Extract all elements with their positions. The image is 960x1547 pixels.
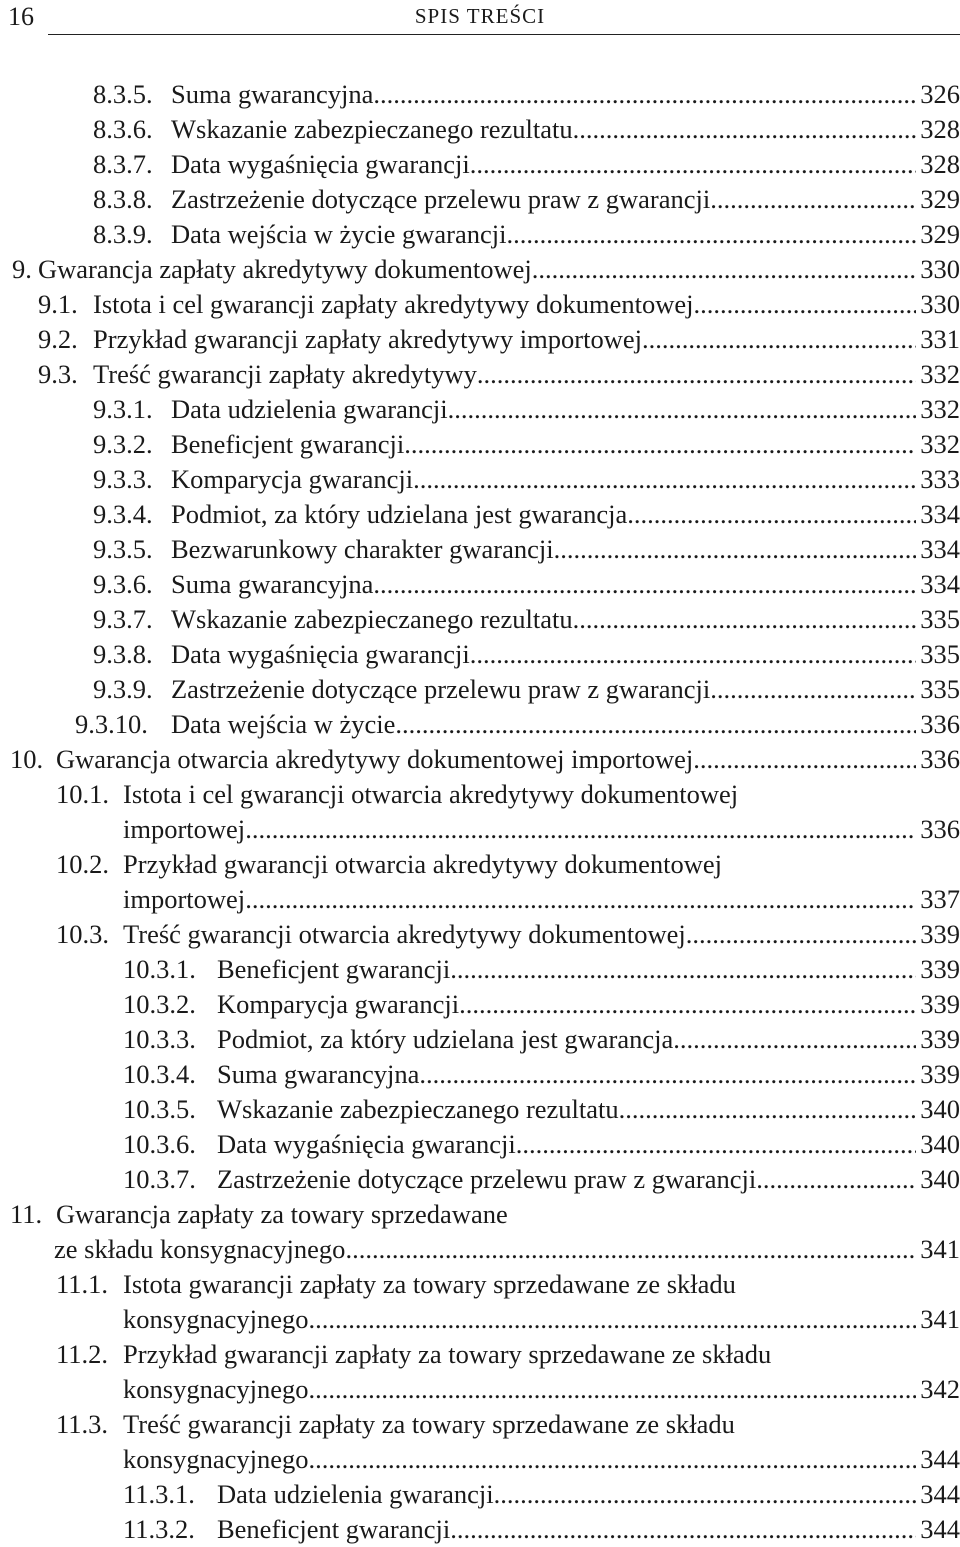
toc-entry-title: Komparycja gwarancji	[171, 464, 414, 494]
dot-leader	[395, 707, 916, 742]
toc-entry-title: Wskazanie zabezpieczanego rezultatu	[217, 1094, 619, 1124]
toc-entry	[0, 1162, 960, 1197]
toc-entry	[0, 392, 960, 427]
toc-entry-page: 330	[920, 254, 960, 284]
toc-entry-number: 9.3.4.	[93, 499, 153, 529]
toc-entry	[0, 182, 960, 217]
toc-entry-title: konsygnacyjnego	[123, 1374, 309, 1404]
toc-entry-page: 344	[920, 1444, 960, 1474]
toc-entry-page: 334	[920, 499, 960, 529]
dot-leader	[345, 1232, 916, 1267]
toc-entry-title: Przykład gwarancji zapłaty akredytywy importowej	[93, 324, 642, 354]
toc-entry-title: Gwarancja otwarcia akredytywy dokumentowej importowej	[56, 744, 694, 774]
dot-leader	[373, 77, 916, 112]
toc-entry-title: Suma gwarancyjna	[171, 79, 374, 109]
toc-entry-title: ze składu konsygnacyjnego	[54, 1234, 346, 1264]
toc-entry-number: 10.3.5.	[123, 1094, 196, 1124]
toc-entry	[0, 602, 960, 637]
toc-entry	[0, 1057, 960, 1092]
toc-entry-number: 11.3.2.	[123, 1514, 195, 1544]
toc-entry-number: 9.3.3.	[93, 464, 153, 494]
toc-entry-title: Istota i cel gwarancji otwarcia akredytywy dokumentowej	[123, 779, 739, 809]
dot-leader	[673, 1022, 916, 1057]
toc-entry-number: 9.3.1.	[93, 394, 153, 424]
toc-entry	[0, 1477, 960, 1512]
toc-entry-page: 339	[920, 989, 960, 1019]
toc-entry	[0, 987, 960, 1022]
toc-entry	[0, 1302, 960, 1337]
dot-leader	[573, 112, 917, 147]
toc-entry-page: 334	[920, 569, 960, 599]
toc-entry-number: 11.3.	[56, 1409, 109, 1439]
dot-leader	[404, 427, 916, 462]
toc-entry-title: Istota i cel gwarancji zapłaty akredytywy dokumentowej	[93, 289, 694, 319]
dot-leader	[516, 1127, 917, 1162]
toc-entry	[0, 1197, 960, 1232]
dot-leader	[710, 672, 916, 707]
toc-entry-number: 9.1.	[38, 289, 78, 319]
dot-leader	[308, 1372, 916, 1407]
toc-entry	[0, 847, 960, 882]
dot-leader	[756, 1162, 916, 1197]
toc-entry	[0, 777, 960, 812]
toc-entry-title: Komparycja gwarancji	[217, 989, 460, 1019]
header-rule	[48, 34, 960, 35]
dot-leader	[619, 1092, 917, 1127]
toc-entry-page: 336	[920, 814, 960, 844]
dot-leader	[573, 602, 917, 637]
toc-entry-number: 9.3.8.	[93, 639, 153, 669]
toc-entry-number: 9.3.6.	[93, 569, 153, 599]
toc-entry	[0, 1267, 960, 1302]
toc-entry-page: 332	[920, 429, 960, 459]
dot-leader	[373, 567, 916, 602]
toc-entry-title: Treść gwarancji zapłaty akredytywy	[93, 359, 477, 389]
toc-entry-page: 328	[920, 149, 960, 179]
toc-entry	[0, 1127, 960, 1162]
toc-entry-number: 9.2.	[38, 324, 78, 354]
dot-leader	[450, 952, 916, 987]
toc-entry	[0, 637, 960, 672]
toc-entry-title: Beneficjent gwarancji	[217, 954, 451, 984]
toc-entry	[0, 707, 960, 742]
toc-entry-number: 9.3.5.	[93, 534, 153, 564]
toc-entry-page: 335	[920, 604, 960, 634]
toc-entry	[0, 532, 960, 567]
toc-entry-title: Data wygaśnięcia gwarancji	[217, 1129, 516, 1159]
toc-entry	[0, 812, 960, 847]
toc-entry-title: Data udzielenia gwarancji	[171, 394, 448, 424]
toc-entry-number: 9.3.9.	[93, 674, 153, 704]
toc-entry-title: Zastrzeżenie dotyczące przelewu praw z gwarancji	[171, 184, 711, 214]
dot-leader	[470, 637, 917, 672]
toc-entry-number: 11.1.	[56, 1269, 109, 1299]
toc-entry-number: 10.3.1.	[123, 954, 196, 984]
toc-entry	[0, 917, 960, 952]
toc-entry-title: Treść gwarancji zapłaty za towary sprzedawane ze składu	[123, 1409, 735, 1439]
toc-entry-number: 9.3.	[38, 359, 78, 389]
toc-entry-number: 8.3.7.	[93, 149, 153, 179]
toc-entry-title: importowej	[123, 814, 246, 844]
toc-entry-page: 336	[920, 709, 960, 739]
toc-entry-page: 330	[920, 289, 960, 319]
toc-entry	[0, 1372, 960, 1407]
dot-leader	[245, 882, 916, 917]
toc-entry-title: Data wygaśnięcia gwarancji	[171, 639, 470, 669]
toc-entry	[0, 112, 960, 147]
toc-entry-page: 344	[920, 1479, 960, 1509]
toc-entry	[0, 952, 960, 987]
dot-leader	[693, 287, 916, 322]
toc-entry-page: 341	[920, 1234, 960, 1264]
toc-entry-page: 340	[920, 1129, 960, 1159]
dot-leader	[413, 462, 916, 497]
toc-entry-title: Gwarancja zapłaty akredytywy dokumentowej	[38, 254, 532, 284]
toc-entry-title: importowej	[123, 884, 246, 914]
toc-entry	[0, 497, 960, 532]
toc-entry	[0, 147, 960, 182]
toc-entry-title: Data wejścia w życie gwarancji	[171, 219, 507, 249]
toc-entry-number: 10.3.7.	[123, 1164, 196, 1194]
dot-leader	[554, 532, 917, 567]
toc-entry-page: 341	[920, 1304, 960, 1334]
toc-entry	[0, 1512, 960, 1547]
dot-leader	[477, 357, 916, 392]
toc-entry-number: 9.3.7.	[93, 604, 153, 634]
toc-entry-title: Zastrzeżenie dotyczące przelewu praw z gwarancji	[217, 1164, 757, 1194]
toc-entry-page: 339	[920, 1059, 960, 1089]
toc-entry-number: 11.2.	[56, 1339, 109, 1369]
toc-entry-page: 339	[920, 1024, 960, 1054]
toc-entry	[0, 1442, 960, 1477]
dot-leader	[686, 917, 917, 952]
toc-entry	[0, 1092, 960, 1127]
dot-leader	[419, 1057, 916, 1092]
toc-entry-page: 331	[920, 324, 960, 354]
toc-entry-number: 8.3.5.	[93, 79, 153, 109]
toc-entry	[0, 322, 960, 357]
toc-entry-number: 8.3.8.	[93, 184, 153, 214]
toc-entry-number: 10.1.	[56, 779, 109, 809]
dot-leader	[470, 147, 917, 182]
toc-entry-page: 329	[920, 184, 960, 214]
toc-entry-number: 9.3.2.	[93, 429, 153, 459]
toc-entry-page: 335	[920, 674, 960, 704]
toc-entry-title: Podmiot, za który udzielana jest gwarancja	[171, 499, 628, 529]
toc-entry	[0, 287, 960, 322]
page-header	[0, 0, 960, 44]
toc-entry	[0, 1407, 960, 1442]
toc-entry-number: 10.2.	[56, 849, 109, 879]
toc-entry-title: konsygnacyjnego	[123, 1444, 309, 1474]
dot-leader	[627, 497, 916, 532]
toc-entry-title: Bezwarunkowy charakter gwarancji	[171, 534, 554, 564]
toc-entry-title: konsygnacyjnego	[123, 1304, 309, 1334]
toc-entry-page: 332	[920, 359, 960, 389]
toc-entry-page: 334	[920, 534, 960, 564]
toc-entry-page: 340	[920, 1164, 960, 1194]
dot-leader	[308, 1302, 916, 1337]
dot-leader	[642, 322, 916, 357]
toc-entry-page: 329	[920, 219, 960, 249]
toc-entry-page: 342	[920, 1374, 960, 1404]
toc-entry-title: Treść gwarancji otwarcia akredytywy dokumentowej	[123, 919, 686, 949]
toc-entry-page: 340	[920, 1094, 960, 1124]
dot-leader	[532, 252, 917, 287]
dot-leader	[459, 987, 916, 1022]
toc-entry-title: Gwarancja zapłaty za towary sprzedawane	[56, 1199, 508, 1229]
dot-leader	[494, 1477, 917, 1512]
dot-leader	[450, 1512, 916, 1547]
toc-entry-page: 326	[920, 79, 960, 109]
toc-entry-page: 333	[920, 464, 960, 494]
toc-entry	[0, 1022, 960, 1057]
toc-entry-page: 335	[920, 639, 960, 669]
toc-entry-number: 11.3.1.	[123, 1479, 195, 1509]
toc-entry-number: 10.	[10, 744, 44, 774]
toc-entry-page: 336	[920, 744, 960, 774]
toc-entry-page: 328	[920, 114, 960, 144]
toc-entry	[0, 252, 960, 287]
toc-entry-page: 332	[920, 394, 960, 424]
toc-entry-title: Beneficjent gwarancji	[217, 1514, 451, 1544]
dot-leader	[308, 1442, 916, 1477]
toc-entry	[0, 462, 960, 497]
dot-leader	[693, 742, 916, 777]
toc-entry-number: 10.3.2.	[123, 989, 196, 1019]
toc-entry-title: Przykład gwarancji zapłaty za towary sprzedawane ze składu	[123, 1339, 772, 1369]
toc-entry-page: 339	[920, 919, 960, 949]
dot-leader	[507, 217, 917, 252]
toc-entry	[0, 1232, 960, 1267]
page-number: 16	[8, 2, 34, 31]
toc-entry-number: 10.3.	[56, 919, 109, 949]
toc-entry-page: 344	[920, 1514, 960, 1544]
toc-entry	[0, 882, 960, 917]
toc-entry-number: 9.	[12, 254, 32, 284]
toc-entry-title: Podmiot, za który udzielana jest gwarancja	[217, 1024, 674, 1054]
toc-entry-page: 339	[920, 954, 960, 984]
toc-entry-title: Data udzielenia gwarancji	[217, 1479, 494, 1509]
toc-entry-title: Wskazanie zabezpieczanego rezultatu	[171, 604, 573, 634]
toc-entry-number: 10.3.4.	[123, 1059, 196, 1089]
running-title: SPIS TREŚCI	[414, 4, 546, 28]
toc-entry-title: Zastrzeżenie dotyczące przelewu praw z gwarancji	[171, 674, 711, 704]
toc-entry-title: Suma gwarancyjna	[171, 569, 374, 599]
dot-leader	[245, 812, 916, 847]
toc-entry-number: 8.3.9.	[93, 219, 153, 249]
toc-entry-title: Data wejścia w życie	[171, 709, 396, 739]
toc-entry-page: 337	[920, 884, 960, 914]
toc-entry-title: Istota gwarancji zapłaty za towary sprzedawane ze składu	[123, 1269, 736, 1299]
toc-entry-number: 8.3.6.	[93, 114, 153, 144]
toc-entry-number: 9.3.10.	[75, 709, 148, 739]
toc-entry-title: Przykład gwarancji otwarcia akredytywy dokumentowej	[123, 849, 722, 879]
toc-entry-title: Beneficjent gwarancji	[171, 429, 405, 459]
toc-entry-title: Data wygaśnięcia gwarancji	[171, 149, 470, 179]
dot-leader	[448, 392, 917, 427]
toc-entry	[0, 567, 960, 602]
dot-leader	[710, 182, 916, 217]
toc-entry	[0, 77, 960, 112]
toc-entry	[0, 1337, 960, 1372]
toc-entry	[0, 672, 960, 707]
toc-entry-number: 11.	[10, 1199, 43, 1229]
toc-entry	[0, 427, 960, 462]
toc-entry	[0, 357, 960, 392]
toc-entry-title: Suma gwarancyjna	[217, 1059, 420, 1089]
toc-entry-title: Wskazanie zabezpieczanego rezultatu	[171, 114, 573, 144]
toc-entry-number: 10.3.3.	[123, 1024, 196, 1054]
toc-entry	[0, 217, 960, 252]
toc-entry	[0, 742, 960, 777]
toc-entry-number: 10.3.6.	[123, 1129, 196, 1159]
